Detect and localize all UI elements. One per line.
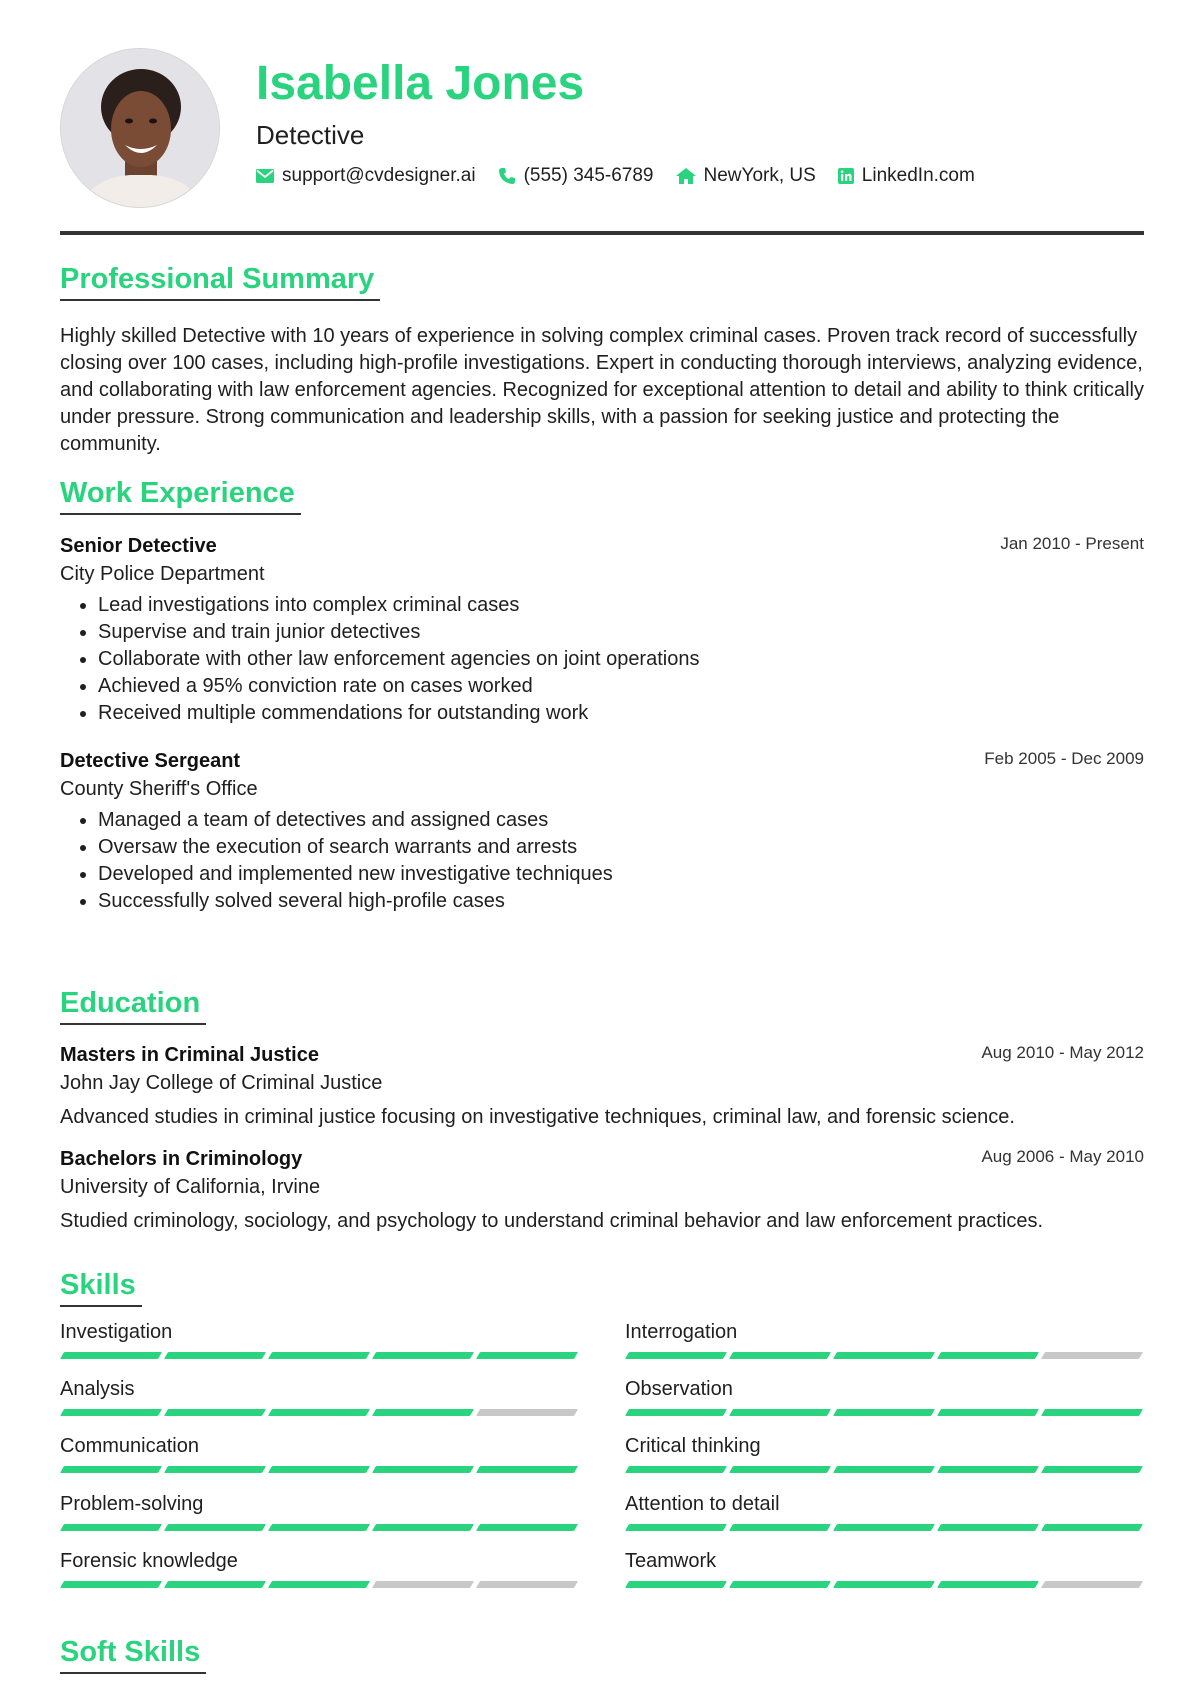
- job-entry: [60, 751, 1144, 915]
- skill-name: Forensic knowledge: [60, 1550, 238, 1572]
- envelope-icon: [256, 169, 274, 183]
- job-bullet: • Achieved a 95% conviction rate on cases worked: [98, 673, 1144, 700]
- phone-icon: [498, 167, 516, 185]
- contact-email-text: support@cvdesigner.ai: [282, 165, 476, 186]
- skill-item: [60, 1494, 579, 1531]
- job-bullet: • Received multiple commendations for outstanding work: [98, 700, 1144, 727]
- skill-segment-filled: [625, 1524, 727, 1531]
- contact-location: [676, 166, 816, 185]
- job-title: Senior Detective: [60, 535, 217, 557]
- skill-segment-filled: [372, 1409, 474, 1416]
- skill-item: [625, 1379, 1144, 1416]
- skill-segment-filled: [60, 1581, 162, 1588]
- skill-segment-filled: [625, 1409, 727, 1416]
- skill-name: Analysis: [60, 1378, 135, 1400]
- skill-rating-bar: [625, 1466, 1144, 1473]
- contact-phone[interactable]: [498, 166, 654, 185]
- skill-segment-filled: [729, 1466, 831, 1473]
- skill-segment-empty: [476, 1409, 578, 1416]
- skill-segment-filled: [937, 1409, 1039, 1416]
- skill-segment-filled: [625, 1352, 727, 1359]
- skill-segment-filled: [937, 1524, 1039, 1531]
- job-organization: City Police Department: [60, 563, 265, 585]
- skill-item: [625, 1494, 1144, 1531]
- skill-name: Observation: [625, 1378, 733, 1400]
- skill-rating-bar: [625, 1581, 1144, 1588]
- skill-segment-filled: [164, 1352, 266, 1359]
- job-entry: [60, 536, 1144, 727]
- skill-segment-filled: [60, 1352, 162, 1359]
- degree-title: Masters in Criminal Justice: [60, 1044, 319, 1066]
- skill-item: [625, 1436, 1144, 1473]
- skill-segment-filled: [625, 1581, 727, 1588]
- skill-segment-empty: [1041, 1352, 1143, 1359]
- education-entry: [60, 1045, 1144, 1127]
- skill-item: [60, 1379, 579, 1416]
- job-bullet: • Developed and implemented new investigative techniques: [98, 861, 1144, 888]
- job-bullets: [60, 592, 1144, 727]
- contact-linkedin[interactable]: [838, 166, 975, 185]
- skill-segment-filled: [268, 1466, 370, 1473]
- skill-item: [625, 1322, 1144, 1359]
- skill-segment-filled: [164, 1581, 266, 1588]
- skill-name: Attention to detail: [625, 1493, 780, 1515]
- job-bullet: • Oversaw the execution of search warrants and arrests: [98, 834, 1144, 861]
- education-description: Advanced studies in criminal justice focusing on investigative techniques, criminal law, and forensic science.: [60, 1106, 1015, 1128]
- contact-email[interactable]: [256, 166, 476, 185]
- avatar: [60, 48, 220, 208]
- contact-linkedin-text: LinkedIn.com: [861, 165, 975, 186]
- skill-segment-filled: [164, 1466, 266, 1473]
- skill-segment-filled: [372, 1466, 474, 1473]
- job-dates: Feb 2005 - Dec 2009: [984, 749, 1144, 768]
- job-title: Detective Sergeant: [60, 750, 241, 772]
- skill-segment-filled: [476, 1352, 578, 1359]
- skill-rating-bar: [60, 1581, 579, 1588]
- skill-rating-bar: [60, 1409, 579, 1416]
- education-section: [60, 988, 1144, 1025]
- soft-skills-section: [60, 1637, 1144, 1674]
- skill-item: [625, 1551, 1144, 1588]
- skill-segment-filled: [268, 1581, 370, 1588]
- experience-section: [60, 478, 1144, 515]
- skill-segment-filled: [372, 1352, 474, 1359]
- skill-segment-filled: [164, 1409, 266, 1416]
- skill-segment-filled: [729, 1524, 831, 1531]
- skill-segment-filled: [729, 1352, 831, 1359]
- skill-item: [60, 1322, 579, 1359]
- skill-segment-filled: [476, 1524, 578, 1531]
- job-bullets: [60, 807, 1144, 915]
- candidate-name: Isabella Jones: [256, 57, 585, 110]
- skill-name: Communication: [60, 1435, 199, 1457]
- degree-title: Bachelors in Criminology: [60, 1148, 303, 1170]
- skill-segment-filled: [729, 1409, 831, 1416]
- job-dates: Jan 2010 - Present: [1000, 534, 1144, 553]
- job-bullet: • Lead investigations into complex criminal cases: [98, 592, 1144, 619]
- skill-rating-bar: [60, 1466, 579, 1473]
- skill-segment-filled: [60, 1466, 162, 1473]
- skill-segment-filled: [937, 1466, 1039, 1473]
- home-icon: [676, 168, 696, 184]
- skill-segment-filled: [937, 1352, 1039, 1359]
- skill-name: Investigation: [60, 1321, 173, 1343]
- skill-name: Problem-solving: [60, 1493, 204, 1515]
- candidate-title: Detective: [256, 120, 365, 150]
- skills-heading: Skills: [60, 1270, 142, 1307]
- skill-segment-filled: [833, 1352, 935, 1359]
- skill-rating-bar: [60, 1524, 579, 1531]
- job-bullet: • Managed a team of detectives and assigned cases: [98, 807, 1144, 834]
- skill-segment-filled: [937, 1581, 1039, 1588]
- education-entry: [60, 1149, 1144, 1231]
- skill-segment-filled: [268, 1409, 370, 1416]
- skill-rating-bar: [625, 1524, 1144, 1531]
- skill-name: Teamwork: [625, 1550, 717, 1572]
- skill-segment-filled: [1041, 1466, 1143, 1473]
- job-bullet: • Successfully solved several high-profile cases: [98, 888, 1144, 915]
- school-name: John Jay College of Criminal Justice: [60, 1072, 383, 1094]
- skill-item: [60, 1436, 579, 1473]
- education-dates: Aug 2006 - May 2010: [981, 1147, 1144, 1166]
- skill-segment-filled: [1041, 1409, 1143, 1416]
- education-dates: Aug 2010 - May 2012: [981, 1043, 1144, 1062]
- skill-segment-empty: [476, 1581, 578, 1588]
- portrait-photo: [61, 49, 220, 208]
- soft-skills-heading: Soft Skills: [60, 1637, 206, 1674]
- skill-rating-bar: [625, 1352, 1144, 1359]
- experience-heading: Work Experience: [60, 478, 301, 515]
- skill-segment-filled: [833, 1466, 935, 1473]
- skill-segment-filled: [60, 1409, 162, 1416]
- resume-header: [60, 0, 1144, 236]
- skill-rating-bar: [60, 1352, 579, 1359]
- job-bullet: • Supervise and train junior detectives: [98, 619, 1144, 646]
- skill-segment-filled: [625, 1466, 727, 1473]
- skill-segment-empty: [372, 1581, 474, 1588]
- contact-location-text: NewYork, US: [703, 165, 816, 186]
- skill-segment-filled: [833, 1524, 935, 1531]
- school-name: University of California, Irvine: [60, 1176, 321, 1198]
- linkedin-icon: [838, 168, 854, 184]
- education-description: Studied criminology, sociology, and psychology to understand criminal behavior and law enforcement practices.: [60, 1210, 1044, 1232]
- skill-segment-filled: [833, 1581, 935, 1588]
- skill-segment-filled: [729, 1581, 831, 1588]
- header-divider: [60, 231, 1144, 235]
- skill-item: [60, 1551, 579, 1588]
- skill-segment-filled: [372, 1524, 474, 1531]
- skill-segment-filled: [164, 1524, 266, 1531]
- job-bullet: • Collaborate with other law enforcement agencies on joint operations: [98, 646, 1144, 673]
- summary-text: Highly skilled Detective with 10 years of experience in solving complex criminal cases. Proven track record of successfully closing over 100 cases, including high-profile investigations. Expert in conducting thorough interviews, analyzing evidence, and collaborating with law enforcement agencies. Recognized for exceptional attention to detail and ability to think critically under pressure. Strong communication and leadership skills, with a passion for seeking justice and protecting the community.: [60, 324, 1144, 455]
- summary-section: [60, 264, 1144, 458]
- skill-segment-empty: [1041, 1581, 1143, 1588]
- resume-page: [60, 0, 1144, 1668]
- skill-segment-filled: [476, 1466, 578, 1473]
- contact-phone-text: (555) 345-6789: [523, 165, 654, 186]
- summary-heading: Professional Summary: [60, 264, 380, 301]
- skill-segment-filled: [833, 1409, 935, 1416]
- skill-segment-filled: [268, 1352, 370, 1359]
- skill-name: Critical thinking: [625, 1435, 761, 1457]
- skills-section: [60, 1270, 1144, 1307]
- skill-name: Interrogation: [625, 1321, 738, 1343]
- job-organization: County Sheriff's Office: [60, 778, 258, 800]
- skill-segment-filled: [268, 1524, 370, 1531]
- skill-segment-filled: [60, 1524, 162, 1531]
- education-heading: Education: [60, 988, 206, 1025]
- skill-rating-bar: [625, 1409, 1144, 1416]
- contact-list: [256, 166, 975, 185]
- skill-segment-filled: [1041, 1524, 1143, 1531]
